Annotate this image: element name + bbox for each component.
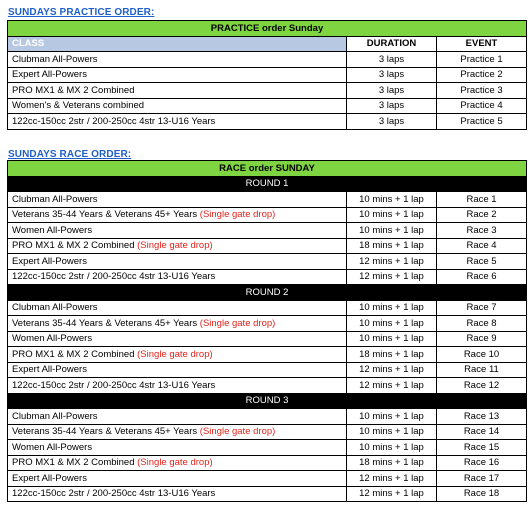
class-cell: Expert All-Powers xyxy=(8,67,347,83)
race-title-row xyxy=(8,161,527,177)
practice-row xyxy=(8,83,527,99)
event-cell: Practice 5 xyxy=(437,114,527,130)
round-label: ROUND 1 xyxy=(8,176,527,192)
class-name: 122cc-150cc 2str / 200-250cc 4str 13-U16 Years xyxy=(12,271,216,283)
class-cell xyxy=(8,223,347,239)
class-cell: 122cc-150cc 2str / 200-250cc 4str 13-U16 Years xyxy=(8,114,347,130)
class-name: PRO MX1 & MX 2 Combined xyxy=(12,348,135,360)
class-cell: Clubman All-Powers xyxy=(8,52,347,68)
practice-row xyxy=(8,52,527,68)
class-name: 122cc-150cc 2str / 200-250cc 4str 13-U16 Years xyxy=(12,488,216,500)
event-cell: Race 14 xyxy=(437,424,527,440)
class-cell xyxy=(8,207,347,223)
duration-cell: 12 mins + 1 lap xyxy=(347,362,437,378)
class-name: Women All-Powers xyxy=(12,224,93,236)
class-name: PRO MX1 & MX 2 Combined xyxy=(12,457,135,469)
round-label: ROUND 2 xyxy=(8,285,527,301)
class-name: Clubman All-Powers xyxy=(12,302,98,314)
class-cell xyxy=(8,409,347,425)
duration-cell: 10 mins + 1 lap xyxy=(347,331,437,347)
round-label: ROUND 3 xyxy=(8,393,527,409)
duration-cell: 12 mins + 1 lap xyxy=(347,378,437,394)
race-row xyxy=(8,331,527,347)
event-cell: Race 3 xyxy=(437,223,527,239)
class-name: PRO MX1 & MX 2 Combined xyxy=(12,240,135,252)
class-cell: PRO MX1 & MX 2 Combined xyxy=(8,83,347,99)
class-cell xyxy=(8,486,347,502)
race-title: RACE order SUNDAY xyxy=(8,161,527,177)
duration-cell: 12 mins + 1 lap xyxy=(347,471,437,487)
gate-drop-note: (Single gate drop) xyxy=(197,317,276,329)
event-cell: Race 11 xyxy=(437,362,527,378)
practice-row xyxy=(8,67,527,83)
duration-cell: 10 mins + 1 lap xyxy=(347,300,437,316)
class-name: Veterans 35-44 Years & Veterans 45+ Years xyxy=(12,426,198,438)
duration-cell: 3 laps xyxy=(347,67,437,83)
class-cell xyxy=(8,362,347,378)
class-name: Clubman All-Powers xyxy=(12,410,98,422)
class-cell xyxy=(8,424,347,440)
race-row xyxy=(8,471,527,487)
event-cell: Race 8 xyxy=(437,316,527,332)
duration-cell: 3 laps xyxy=(347,83,437,99)
race-row xyxy=(8,207,527,223)
gate-drop-note: (Single gate drop) xyxy=(134,457,213,469)
race-row xyxy=(8,455,527,471)
duration-cell: 18 mins + 1 lap xyxy=(347,238,437,254)
race-row xyxy=(8,409,527,425)
duration-cell: 10 mins + 1 lap xyxy=(347,440,437,456)
event-cell: Race 18 xyxy=(437,486,527,502)
event-cell: Race 15 xyxy=(437,440,527,456)
race-order-table xyxy=(7,160,527,502)
class-cell xyxy=(8,378,347,394)
round-header-row xyxy=(8,176,527,192)
duration-cell: 18 mins + 1 lap xyxy=(347,455,437,471)
class-name: Veterans 35-44 Years & Veterans 45+ Years xyxy=(12,317,198,329)
class-cell xyxy=(8,347,347,363)
class-name: Expert All-Powers xyxy=(12,364,87,376)
gate-drop-note: (Single gate drop) xyxy=(197,426,276,438)
event-cell: Practice 3 xyxy=(437,83,527,99)
practice-order-table xyxy=(7,20,527,130)
event-cell: Race 1 xyxy=(437,192,527,208)
practice-header-row xyxy=(8,36,527,52)
duration-column-header: DURATION xyxy=(347,36,437,52)
event-cell: Race 7 xyxy=(437,300,527,316)
race-row xyxy=(8,238,527,254)
practice-title-row xyxy=(8,21,527,37)
class-cell xyxy=(8,254,347,270)
class-cell xyxy=(8,316,347,332)
class-cell xyxy=(8,455,347,471)
duration-cell: 3 laps xyxy=(347,52,437,68)
race-row xyxy=(8,223,527,239)
class-name: Women All-Powers xyxy=(12,333,93,345)
event-cell: Race 6 xyxy=(437,269,527,285)
race-row xyxy=(8,300,527,316)
round-header-row xyxy=(8,285,527,301)
race-row xyxy=(8,362,527,378)
round-header-row xyxy=(8,393,527,409)
duration-cell: 10 mins + 1 lap xyxy=(347,192,437,208)
class-name: Expert All-Powers xyxy=(12,255,87,267)
event-cell: Race 4 xyxy=(437,238,527,254)
class-cell xyxy=(8,269,347,285)
class-name: Clubman All-Powers xyxy=(12,193,98,205)
duration-cell: 3 laps xyxy=(347,114,437,130)
event-cell: Race 13 xyxy=(437,409,527,425)
practice-title: PRACTICE order Sunday xyxy=(8,21,527,37)
gate-drop-note: (Single gate drop) xyxy=(134,240,213,252)
practice-order-heading: SUNDAYS PRACTICE ORDER: xyxy=(8,7,155,18)
race-row xyxy=(8,378,527,394)
class-cell xyxy=(8,440,347,456)
practice-row xyxy=(8,114,527,130)
event-cell: Race 2 xyxy=(437,207,527,223)
class-cell xyxy=(8,300,347,316)
practice-row xyxy=(8,98,527,114)
duration-cell: 3 laps xyxy=(347,98,437,114)
class-name: Women All-Powers xyxy=(12,441,93,453)
duration-cell: 10 mins + 1 lap xyxy=(347,207,437,223)
event-column-header: EVENT xyxy=(437,36,527,52)
class-name: 122cc-150cc 2str / 200-250cc 4str 13-U16 Years xyxy=(12,379,216,391)
duration-cell: 12 mins + 1 lap xyxy=(347,254,437,270)
class-name: Veterans 35-44 Years & Veterans 45+ Years xyxy=(12,209,198,221)
gate-drop-note: (Single gate drop) xyxy=(197,209,276,221)
duration-cell: 12 mins + 1 lap xyxy=(347,269,437,285)
duration-cell: 10 mins + 1 lap xyxy=(347,316,437,332)
gate-drop-note: (Single gate drop) xyxy=(134,348,213,360)
event-cell: Race 17 xyxy=(437,471,527,487)
class-cell: Women's & Veterans combined xyxy=(8,98,347,114)
class-column-header: CLASS xyxy=(8,36,347,52)
duration-cell: 10 mins + 1 lap xyxy=(347,223,437,239)
class-cell xyxy=(8,331,347,347)
race-row xyxy=(8,192,527,208)
race-row xyxy=(8,316,527,332)
class-cell xyxy=(8,238,347,254)
duration-cell: 10 mins + 1 lap xyxy=(347,409,437,425)
event-cell: Race 12 xyxy=(437,378,527,394)
event-cell: Race 10 xyxy=(437,347,527,363)
event-cell: Practice 1 xyxy=(437,52,527,68)
event-cell: Practice 2 xyxy=(437,67,527,83)
race-row xyxy=(8,424,527,440)
event-cell: Race 9 xyxy=(437,331,527,347)
race-row xyxy=(8,254,527,270)
race-row xyxy=(8,486,527,502)
race-row xyxy=(8,347,527,363)
race-row xyxy=(8,440,527,456)
class-cell xyxy=(8,471,347,487)
race-order-heading: SUNDAYS RACE ORDER: xyxy=(8,149,132,160)
event-cell: Race 5 xyxy=(437,254,527,270)
duration-cell: 12 mins + 1 lap xyxy=(347,486,437,502)
event-cell: Race 16 xyxy=(437,455,527,471)
class-name: Expert All-Powers xyxy=(12,472,87,484)
race-row xyxy=(8,269,527,285)
duration-cell: 10 mins + 1 lap xyxy=(347,424,437,440)
duration-cell: 18 mins + 1 lap xyxy=(347,347,437,363)
event-cell: Practice 4 xyxy=(437,98,527,114)
class-cell xyxy=(8,192,347,208)
